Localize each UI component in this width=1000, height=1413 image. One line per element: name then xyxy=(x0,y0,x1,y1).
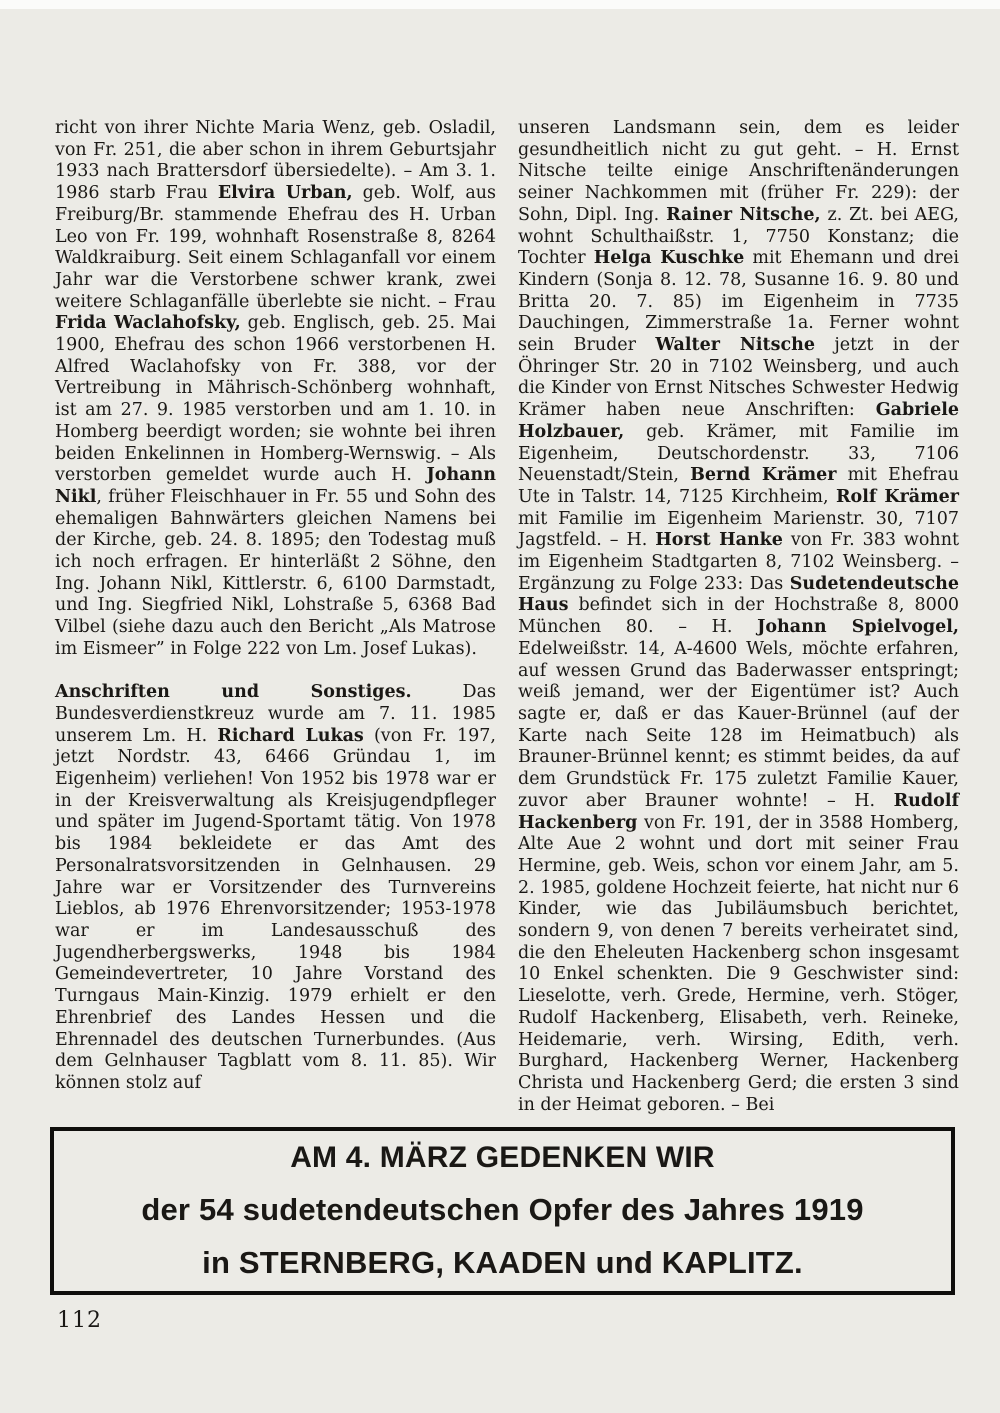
left-column xyxy=(55,118,496,1095)
memorial-notice-box xyxy=(50,1127,955,1295)
page-number: 112 xyxy=(57,1308,102,1333)
scan-edge xyxy=(0,0,1000,9)
anschriften-paragraph: Anschriften und Sonstiges. Das Bundesverdienstkreuz wurde am 7. 11. 1985 unserem Lm. H. Richard Lukas (von Fr. 197, jetzt Nordstr. 43, 6466 Gründau 1, im Eigenheim) verliehen! Von 1952 bis 1978 war er in der Kreisverwaltung als Kreisjugendpfleger und später im Jugend-Sportamt tätig. Von 1978 bis 1984 bekleidete er das Amt des Personalratsvorsitzenden in Gelnhausen. 29 Jahre war er Vorsitzender des Turnvereins Lieblos, ab 1976 Ehrenvorsitzender; 1953-1978 war er im Landesausschuß des Jugendherbergswerks, 1948 bis 1984 Gemeindevertreter, 10 Jahre Vorstand des Turngaus Main-Kinzig. 1979 erhielt er den Ehrenbrief des Landes Hessen und die Ehrennadel des deutschen Turnerbundes. (Aus dem Gelnhauser Tagblatt vom 8. 11. 85). Wir können stolz auf xyxy=(55,682,496,1093)
right-column xyxy=(518,118,959,1116)
addresses-paragraph: unseren Landsmann sein, dem es leider gesundheitlich nicht zu gut geht. – H. Ernst Nitsche teilte einige Anschriftenänderungen seiner Nachkommen mit (früher Fr. 229): der Sohn, Dipl. Ing. Rainer Nitsche, z. Zt. bei AEG, wohnt Schulthaißstr. 1, 7750 Konstanz; die Tochter Helga Kuschke mit Ehemann und drei Kindern (Sonja 8. 12. 78, Susanne 16. 9. 80 und Britta 20. 7. 85) im Eigenheim in 7735 Dauchingen, Zimmerstraße 1a. Ferner wohnt sein Bruder Walter Nitsche jetzt in der Öhringer Str. 20 in 7102 Weinsberg, und auch die Kinder von Ernst Nitsches Schwester Hedwig Krämer haben neue Anschriften: Gabriele Holzbauer, geb. Krämer, mit Familie im Eigenheim, Deutschordenstr. 33, 7106 Neuenstadt/Stein, Bernd Krämer mit Ehefrau Ute in Talstr. 14, 7125 Kirchheim, Rolf Krämer mit Familie im Eigenheim Marienstr. 30, 7107 Jagstfeld. – H. Horst Hanke von Fr. 383 wohnt im Eigenheim Stadtgarten 8, 7102 Weinsberg. – Ergänzung zu Folge 233: Das Sudetendeutsche Haus befindet sich in der Hochstraße 8, 8000 München 80. – H. Johann Spielvogel, Edelweißstr. 14, A-4600 Wels, möchte erfahren, auf wessen Grund das Baderwasser entspringt; weiß jemand, wer der Eigentümer ist? Auch sagte er, daß er das Kauer-Brünnel (auf der Karte nach Seite 128 im Heimatbuch) als Brauner-Brünnel kennt; es stimmt beides, da auf dem Grundstück Fr. 175 zuletzt Familie Kauer, zuvor aber Brauner wohnte! – H. Rudolf Hackenberg von Fr. 191, der in 3588 Homberg, Alte Aue 2 wohnt und dort mit seiner Frau Hermine, geb. Weis, schon vor einem Jahr, am 5. 2. 1985, goldene Hochzeit feierte, hat nicht nur 6 Kinder, wie das Jubiläumsbuch berichtet, sondern 9, von denen 7 bereits verheiratet sind, die den Eheleuten Hackenberg schon insgesamt 10 Enkel schenkten. Die 9 Geschwister sind: Lieselotte, verh. Grede, Hermine, verh. Stöger, Rudolf Hackenberg, Elisabeth, verh. Reineke, Heidemarie, verh. Wirsing, Edith, verh. Burghard, Hackenberg Werner, Hackenberg Christa und Hackenberg Gerd; die ersten 3 sind in der Heimat geboren. – Bei xyxy=(518,118,960,1115)
memorial-notice-line: in STERNBERG, KAADEN und KAPLITZ. xyxy=(202,1245,803,1280)
memorial-notice-line: AM 4. MÄRZ GEDENKEN WIR xyxy=(290,1141,715,1174)
memorial-notice-line: der 54 sudetendeutschen Opfer des Jahres 1919 xyxy=(141,1192,864,1227)
obituary-paragraph: richt von ihrer Nichte Maria Wenz, geb. Osladil, von Fr. 251, die aber schon in ihrem Geburtsjahr 1933 nach Brattersdorf übersiedelte). – Am 3. 1. 1986 starb Frau Elvira Urban, geb. Wolf, aus Freiburg/Br. stammende Ehefrau des H. Urban Leo von Fr. 199, wohnhaft Rosenstraße 8, 8264 Waldkraiburg. Seit einem Schlaganfall vor einem Jahr war die Verstorbene schwer krank, zwei weitere Schlaganfälle überlebte sie nicht. – Frau Frida Waclahofsky, geb. Englisch, geb. 25. Mai 1900, Ehefrau des schon 1966 verstorbenen H. Alfred Waclahofsky von Fr. 388, vor der Vertreibung in Mährisch-Schönberg wohnhaft, ist am 27. 9. 1985 verstorben und am 1. 10. in Homberg beerdigt worden; sie wohnte bei ihren beiden Enkelinnen in Homberg-Wernswig. – Als verstorben gemeldet wurde auch H. Johann Nikl, früher Fleischhauer in Fr. 55 und Sohn des ehemaligen Bahnwärters gleichen Namens bei der Kirche, geb. 24. 8. 1895; den Todestag muß ich noch erfragen. Er hinterläßt 2 Söhne, den Ing. Johann Nikl, Kittlerstr. 6, 6100 Darmstadt, und Ing. Siegfried Nikl, Lohstraße 5, 6368 Bad Vilbel (siehe dazu auch den Bericht „Als Matrose im Eismeer” in Folge 222 von Lm. Josef Lukas). xyxy=(55,118,496,659)
